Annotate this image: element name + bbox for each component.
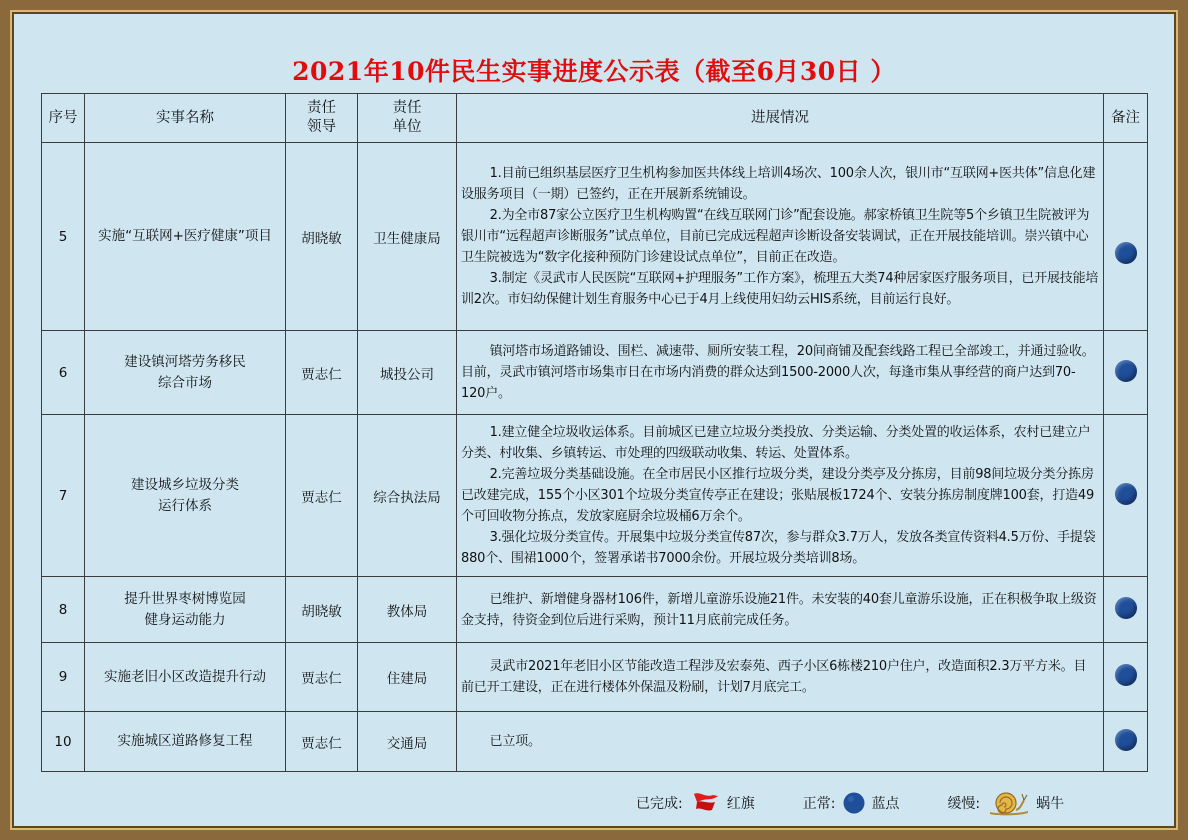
red-flag-icon <box>691 792 721 814</box>
row-seq: 5 <box>42 143 85 331</box>
header-leader-text: 责任 领导 <box>307 100 336 135</box>
page-title: 2021年10件民生实事进度公示表（截至6月30日 ） <box>292 57 896 86</box>
header-unit <box>358 94 457 143</box>
row-name: 建设城乡垃圾分类 运行体系 <box>85 415 286 577</box>
row-remark <box>1104 577 1148 643</box>
row-unit: 住建局 <box>358 643 457 712</box>
table-row <box>42 331 1148 415</box>
row-remark <box>1104 712 1148 772</box>
progress-paragraph: 1.建立健全垃圾收运体系。目前城区已建立垃圾分类投放、分类运输、分类处置的收运体系，农村已建立户分类、村收集、乡镇转运、市处理的四级联动收集、转运、处置体系。 <box>461 425 1091 461</box>
legend-done-text: 红旗 <box>726 796 755 812</box>
progress-paragraph: 3.强化垃圾分类宣传。开展集中垃圾分类宣传87次，参与群众3.7万人，发放各类宣传资料4.5万份、手提袋880个、围裙1000个，签署承诺书7000余份。开展垃圾分类培训8场。 <box>461 530 1096 566</box>
row-seq: 7 <box>42 415 85 577</box>
status-dot-icon <box>1115 664 1137 686</box>
progress-paragraph: 灵武市2021年老旧小区节能改造工程涉及宏泰苑、西子小区6栋楼210户住户，改造面积2.3万平方米。目前已开工建设，正在进行楼体外保温及粉刷，计划7月底完工。 <box>461 659 1087 695</box>
header-progress: 进展情况 <box>457 94 1104 143</box>
header-unit-text: 责任 单位 <box>392 100 422 135</box>
row-progress <box>457 415 1104 577</box>
row-unit: 教体局 <box>358 577 457 643</box>
table-row <box>42 415 1148 577</box>
row-seq: 10 <box>42 712 85 772</box>
header-seq: 序号 <box>42 94 85 143</box>
row-name: 实施老旧小区改造提升行动 <box>85 643 286 712</box>
row-seq: 8 <box>42 577 85 643</box>
status-dot-icon <box>1115 597 1137 619</box>
snail-icon <box>988 790 1030 816</box>
row-remark <box>1104 415 1148 577</box>
row-progress <box>457 643 1104 712</box>
row-seq: 9 <box>42 643 85 712</box>
row-remark <box>1104 143 1148 331</box>
status-dot-icon <box>1115 242 1137 264</box>
row-remark <box>1104 331 1148 415</box>
blue-dot-icon <box>843 792 865 814</box>
row-unit: 综合执法局 <box>358 415 457 577</box>
row-progress <box>457 577 1104 643</box>
legend <box>636 791 1064 815</box>
row-leader: 贾志仁 <box>286 415 358 577</box>
status-dot-icon <box>1115 483 1137 505</box>
header-name: 实事名称 <box>85 94 286 143</box>
legend-done-label: 已完成: <box>636 796 683 812</box>
row-unit: 城投公司 <box>358 331 457 415</box>
progress-paragraph: 1.目前已组织基层医疗卫生机构参加医共体线上培训4场次、100余人次，银川市“互联网+医共体”信息化建设服务项目（一期）已签约，正在开展新系统铺设。 <box>461 166 1096 202</box>
legend-slow-text: 蜗牛 <box>1036 796 1065 812</box>
row-leader: 贾志仁 <box>286 643 358 712</box>
progress-paragraph: 2.完善垃圾分类基础设施。在全市居民小区推行垃圾分类，建设分类亭及分拣房，目前98间垃圾分类分拣房已改建完成，155个小区301个垃圾分类宣传亭正在建设；张贴展板1724个、安装分拣房制度牌100套，打造49个可回收物分拣点，发放家庭厨余垃圾桶6万余个。 <box>461 467 1095 524</box>
header-remark: 备注 <box>1104 94 1148 143</box>
row-name: 实施城区道路修复工程 <box>85 712 286 772</box>
row-unit: 卫生健康局 <box>358 143 457 331</box>
progress-paragraph: 2.为全市87家公立医疗卫生机构购置“在线互联网门诊”配套设施。郝家桥镇卫生院等5个乡镇卫生院被评为银川市“远程超声诊断服务”试点单位，目前已完成远程超声诊断设备安装调试，正在开展技能培训。崇兴镇中心卫生院被选为“数字化接种预防门诊建设试点单位”，目前正在改造。 <box>461 208 1090 265</box>
legend-slow-label: 缓慢: <box>947 796 981 812</box>
row-remark <box>1104 643 1148 712</box>
row-name: 实施“互联网+医疗健康”项目 <box>85 143 286 331</box>
row-leader: 胡晓敏 <box>286 143 358 331</box>
progress-paragraph: 已立项。 <box>489 734 541 749</box>
row-unit: 交通局 <box>358 712 457 772</box>
progress-paragraph: 已维护、新增健身器材106件，新增儿童游乐设施21件。未安装的40套儿童游乐设施，正在积极争取上级资金支持，待资金到位后进行采购，预计11月底前完成任务。 <box>461 591 1097 628</box>
row-progress <box>457 143 1104 331</box>
row-name: 提升世界枣树博览园 健身运动能力 <box>85 577 286 643</box>
table-row <box>42 712 1148 772</box>
row-leader: 贾志仁 <box>286 712 358 772</box>
table-row <box>42 643 1148 712</box>
row-leader: 贾志仁 <box>286 331 358 415</box>
row-progress <box>457 712 1104 772</box>
progress-table <box>41 93 1148 772</box>
status-dot-icon <box>1115 360 1137 382</box>
row-progress <box>457 331 1104 415</box>
header-leader <box>286 94 358 143</box>
table-row <box>42 143 1148 331</box>
legend-normal-label: 正常: <box>802 796 836 812</box>
status-dot-icon <box>1115 729 1137 751</box>
progress-paragraph: 镇河塔市场道路铺设、围栏、减速带、厕所安装工程，20间商铺及配套线路工程已全部竣工，并通过验收。目前，灵武市镇河塔市场集市日在市场内消费的群众达到1500-2000人次，每逢市集从事经营的商户达到70-120户。 <box>461 344 1095 401</box>
row-name: 建设镇河塔劳务移民 综合市场 <box>85 331 286 415</box>
legend-normal-text: 蓝点 <box>871 796 900 812</box>
table-row <box>42 577 1148 643</box>
header-row <box>42 94 1148 143</box>
row-leader: 胡晓敏 <box>286 577 358 643</box>
progress-paragraph: 3.制定《灵武市人民医院“互联网+护理服务”工作方案》，梳理五大类74种居家医疗服务项目，已开展技能培训2次。市妇幼保健计划生育服务中心已于4月上线使用妇幼云HIS系统，目前运行良好。 <box>461 271 1099 307</box>
row-seq: 6 <box>42 331 85 415</box>
